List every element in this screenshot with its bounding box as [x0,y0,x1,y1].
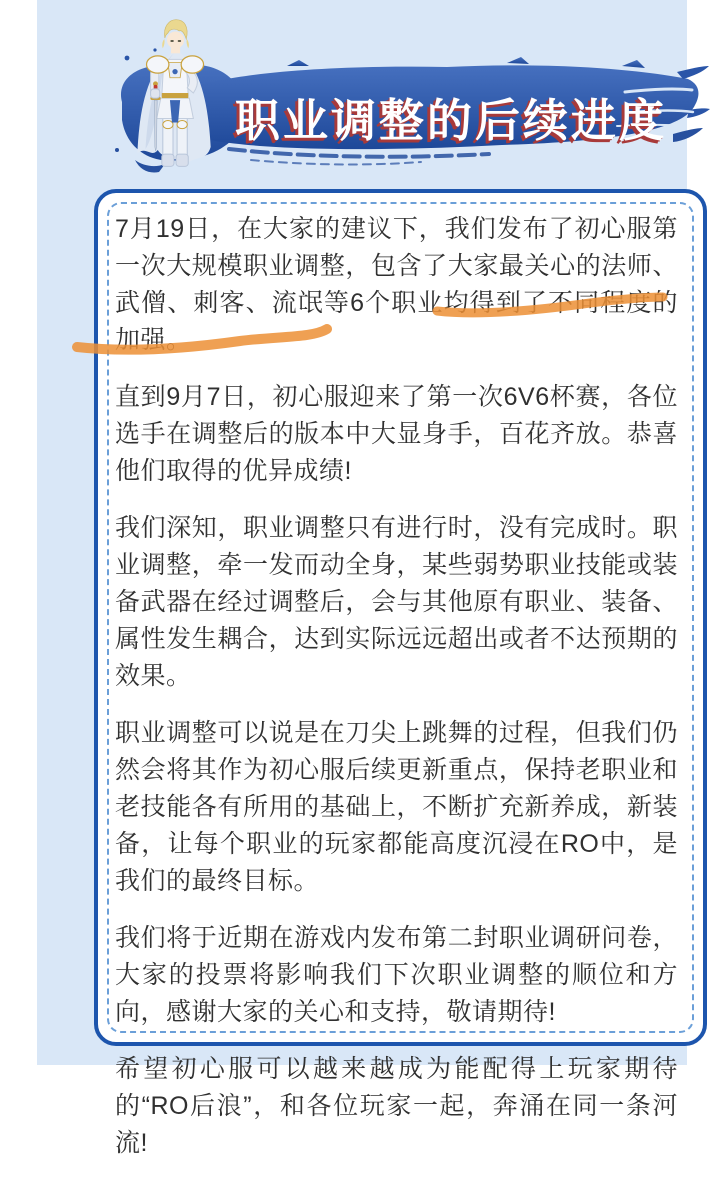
paragraph-future-focus: 职业调整可以说是在刀尖上跳舞的过程，但我们仍然会将其作为初心服后续更新重点，保持老职业和老技能各有所用的基础上，不断扩充新养成，新装备，让每个职业的玩家都能高度沉浸在RO中，是我们的最终目标。 [115,719,678,895]
paragraph-closing-wish: 希望初心服可以越来越成为能配得上玩家期待的“RO后浪”，和各位玩家一起，奔涌在同一条河流! [115,1055,678,1157]
paragraph-6v6-cup: 直到9月7日，初心服迎来了第一次6V6杯赛，各位选手在调整后的版本中大显身手，百花齐放。恭喜他们取得的优异成绩! [115,383,678,485]
banner [37,0,720,190]
page-title: 职业调整的后续进度 [235,95,668,146]
content-column [37,0,687,1157]
paragraph-ongoing-tuning: 我们深知，职业调整只有进行时，没有完成时。职业调整，牵一发而动全身，某些弱势职业技能或装备武器在经过调整后，会与其他原有职业、装备、属性发生耦合，达到实际远远超出或者不达预期的效果。 [115,514,678,690]
announcement-card [94,189,707,1157]
knight-character-illustration [117,14,229,170]
paragraph-survey-notice: 我们将于近期在游戏内发布第二封职业调研问卷，大家的投票将影响我们下次职业调整的顺位和方向，感谢大家的关心和支持，敬请期待! [115,924,678,1026]
card-content [115,211,678,1182]
paragraph-adjustment-announcement: 7月19日，在大家的建议下，我们发布了初心服第一次大规模职业调整，包含了大家最关心的法师、武僧、刺客、流氓等6个职业均得到了不同程度的加强。 [115,215,678,354]
